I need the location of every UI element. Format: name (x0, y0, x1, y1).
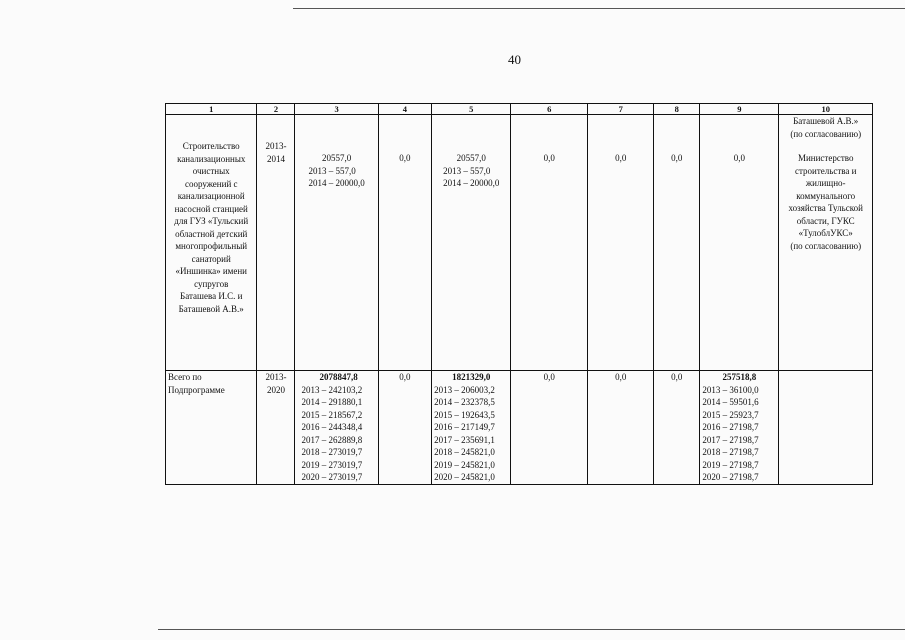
header-cell: 8 (654, 104, 700, 115)
text-line: 2078847,8 (319, 372, 358, 382)
text-line: областной детский (175, 228, 248, 239)
text-line: Министерство (797, 153, 854, 163)
text-line: (по согласованию) (790, 240, 862, 251)
funding-cell-6: 0,0 (511, 371, 588, 485)
text-line: 2016 – 244348,4 (301, 422, 363, 432)
text-line: 2015 – 25923,7 (702, 409, 759, 420)
total-funding-cell (295, 371, 378, 485)
text-line: строительства и (794, 165, 857, 176)
funding-cell-7: 0,0 (588, 115, 654, 371)
text-line: канализационной (177, 191, 245, 201)
text-line: Баташева И.С. и (180, 291, 243, 301)
text-line: 2019 – 273019,7 (301, 459, 363, 470)
funding-cell-9 (700, 371, 779, 485)
executor-cell (779, 115, 873, 371)
text-line: 2017 – 27198,7 (702, 434, 759, 445)
text-line: сооружений с (184, 178, 238, 189)
header-cell: 6 (511, 104, 588, 115)
text-line: 2019 – 245821,0 (434, 459, 495, 470)
text-line: Баташевой А.В.» (178, 303, 244, 314)
regional-budget-cell (432, 115, 511, 371)
text-line: Строительство (182, 141, 240, 151)
funding-cell-9: 0,0 (700, 115, 779, 371)
text-line: 2013 – 206003,2 (434, 384, 495, 395)
header-cell: 1 (166, 104, 257, 115)
header-cell: 9 (700, 104, 779, 115)
text-line: области, ГУКС (796, 215, 855, 226)
text-line: Подпрограмме (168, 384, 225, 395)
text-line: 2018 – 27198,7 (702, 447, 759, 457)
text-line: 20557,0 (456, 153, 486, 163)
period-cell (257, 115, 295, 371)
text-line: 2020 – 273019,7 (301, 472, 363, 482)
text-line: очистных (192, 166, 230, 176)
funding-cell-8: 0,0 (654, 115, 700, 371)
header-cell: 4 (378, 104, 431, 115)
text-line: 2016 – 27198,7 (702, 422, 759, 432)
text-line: 2014 – 59501,6 (702, 397, 759, 407)
text-line: хозяйства Тульской (788, 203, 863, 213)
page-number: 40 (508, 52, 521, 67)
text-line: 2019 – 27198,7 (702, 459, 759, 470)
header-cell: 10 (779, 104, 873, 115)
table-row (166, 371, 873, 485)
text-line: 2014 – 20000,0 (443, 178, 500, 188)
text-line: насосной станцией (174, 203, 248, 214)
text-line: (по согласованию) (790, 128, 862, 139)
text-line: 2013- (265, 141, 287, 151)
text-line: 2016 – 217149,7 (434, 422, 495, 432)
text-line: 2020 (266, 384, 285, 395)
text-line: 2018 – 245821,0 (434, 447, 495, 457)
header-cell: 2 (257, 104, 295, 115)
text-line: «Иншинка» имени (175, 266, 247, 276)
text-line: 2013 – 36100,0 (702, 384, 759, 395)
activity-name-cell (166, 115, 257, 371)
header-row (166, 104, 873, 115)
text-line: 2013 – 557,0 (443, 165, 491, 176)
top-rule (293, 8, 905, 9)
text-line: Баташевой А.В.» (793, 116, 859, 126)
header-cell: 3 (295, 104, 378, 115)
text-line: 2018 – 273019,7 (301, 447, 363, 457)
text-line: 2017 – 235691,1 (434, 434, 495, 445)
text-line: 2017 – 262889,8 (301, 434, 363, 445)
text-line: многопрофильный (175, 241, 248, 251)
text-line: 1821329,0 (452, 372, 491, 382)
federal-budget-cell: 0,0 (378, 115, 431, 371)
text-line: 257518,8 (722, 372, 757, 382)
funding-cell-6: 0,0 (511, 115, 588, 371)
header-cell: 5 (432, 104, 511, 115)
program-table (165, 103, 873, 485)
text-line: 2014 (266, 153, 285, 164)
text-line: 2013 – 242103,2 (301, 384, 363, 395)
text-line: «ТулоблУКС» (798, 228, 853, 238)
regional-budget-cell (432, 371, 511, 485)
text-line: 2014 – 232378,5 (434, 397, 495, 407)
text-line: 20557,0 (321, 153, 352, 163)
header-cell: 7 (588, 104, 654, 115)
table-row (166, 115, 873, 371)
text-line: 2020 – 245821,0 (434, 472, 495, 482)
text-line: 2015 – 218567,2 (301, 409, 363, 420)
activity-name-cell (166, 371, 257, 485)
bottom-rule (158, 629, 905, 630)
federal-budget-cell: 0,0 (378, 371, 431, 485)
text-line: Всего по (168, 372, 202, 382)
text-line: 2013- (265, 372, 287, 382)
total-funding-cell (295, 115, 378, 371)
text-line: коммунального (796, 190, 856, 201)
text-line: 2014 – 20000,0 (308, 178, 365, 188)
funding-cell-8: 0,0 (654, 371, 700, 485)
text-line: канализационных (177, 153, 246, 164)
text-line: 2020 – 27198,7 (702, 472, 759, 482)
text-line: для ГУЗ «Тульский (174, 216, 249, 226)
text-line: супругов (194, 278, 229, 289)
text-line: санаторий (191, 253, 231, 264)
text-line: 2015 – 192643,5 (434, 409, 495, 420)
period-cell (257, 371, 295, 485)
text-line: 2014 – 291880,1 (301, 397, 363, 407)
text-line: 2013 – 557,0 (308, 165, 356, 176)
text-line: жилищно- (805, 178, 846, 188)
funding-cell-7: 0,0 (588, 371, 654, 485)
executor-cell (779, 371, 873, 485)
